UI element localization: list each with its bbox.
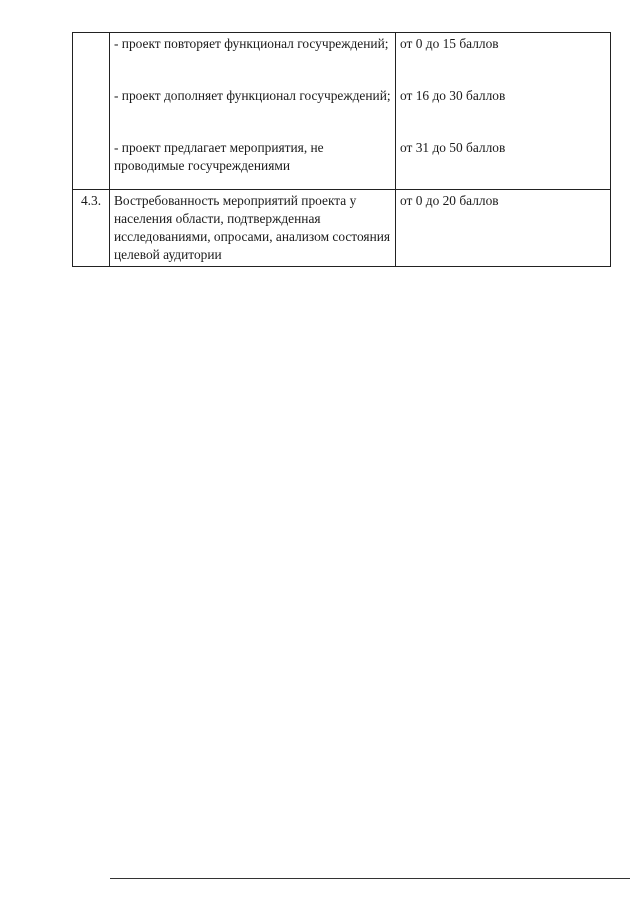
score-value: от 0 до 15 баллов	[400, 36, 499, 51]
table-row	[73, 33, 611, 190]
criterion-option: - проект предлагает мероприятия, не проводимые госучреждениями	[114, 140, 324, 173]
score-cell	[396, 33, 611, 190]
row-number-cell	[73, 33, 110, 190]
criterion-option: - проект дополняет функционал госучреждений;	[114, 88, 391, 103]
row-number-cell: 4.3.	[73, 190, 110, 267]
score-value: от 16 до 30 баллов	[400, 88, 506, 103]
criterion-cell: Востребованность мероприятий проекта у населения области, подтвержденная исследованиями, опросами, анализом состояния целевой аудитории	[110, 190, 396, 267]
criterion-option: - проект повторяет функционал госучреждений;	[114, 36, 389, 51]
criterion-cell	[110, 33, 396, 190]
page-bottom-rule	[110, 878, 630, 879]
score-cell: от 0 до 20 баллов	[396, 190, 611, 267]
criteria-table	[72, 32, 611, 267]
score-value: от 31 до 50 баллов	[400, 140, 506, 155]
table-row	[73, 190, 611, 267]
